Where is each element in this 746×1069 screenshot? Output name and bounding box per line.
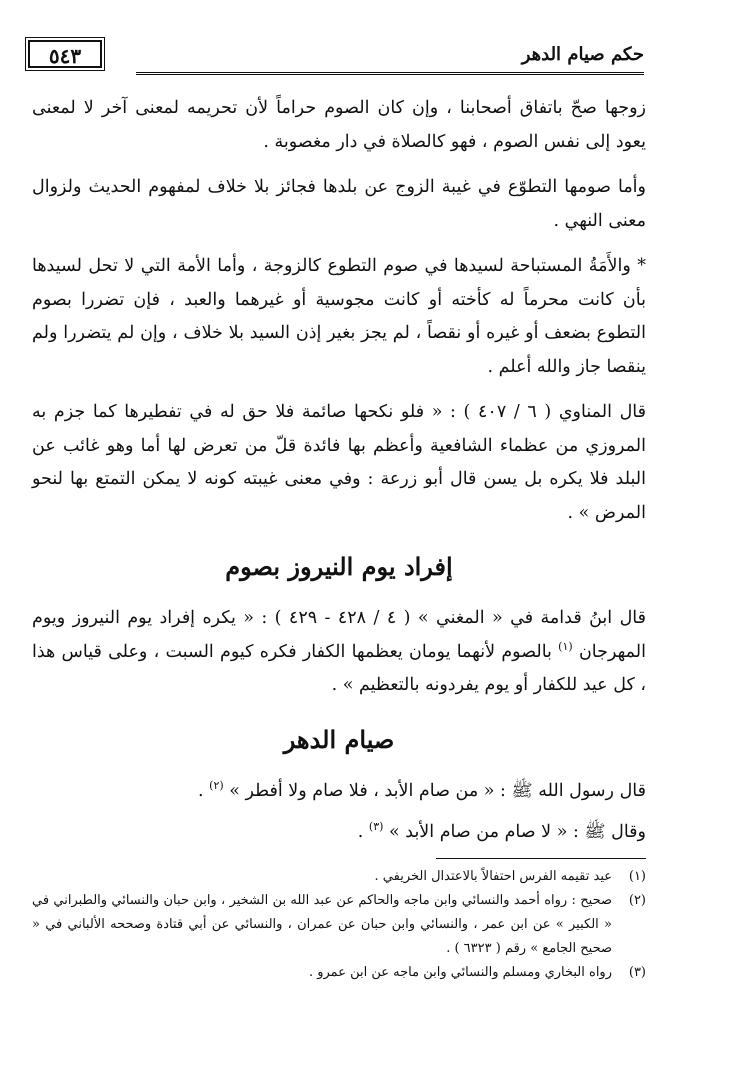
paragraph: * والأَمَةُ المستباحة لسيدها في صوم التطوع كالزوجة ، وأما الأمة التي لا تحل لسيدها بأن كانت محرماً له كأخته أو كانت مجوسية أو غيرهما والعبد ، فإن تضررا بصوم التطوع بضعف أو غيره أو نقصاً ، لم يجز بغير إذن السيد بلا خلاف ، وإن لم يتضررا ولم ينقصا جاز والله أعلم . <box>32 256 646 377</box>
paragraph: قال المناوي ( ٦ / ٤٠٧ ) : « فلو نكحها صائمة فلا حق له في تفطيرها كما جزم به المروزي من عظماء الشافعية وأعظم بها فائدة قلّ من تعرض لها أما وهو غائب عن البلد فلا يكره بل يسن قال أبو زرعة : وفي معنى غيبته كونه لا يمكن التمتع بها لنحو المرض » . <box>32 402 646 523</box>
hadith-text: وقال ﷺ : « لا صام من صام الأبد » <box>388 822 646 842</box>
line-end: . <box>357 822 364 842</box>
footnote <box>32 865 646 889</box>
page-header <box>28 40 644 74</box>
footnote-number: (٢) <box>628 893 646 908</box>
footnotes <box>32 858 646 985</box>
footnote-text: صحيح : رواه أحمد والنسائي وابن ماجه والحاكم عن عبد الله بن الشخير ، وابن حبان والنسائي والطبراني في « الكبير » عن ابن عمر ، والنسائي وابن حبان عن عمران ، والنسائي عن أبي قتادة وصححه الألباني في « صحيح الجامع » رقم ( ٦٣٢٣ ) . <box>32 893 612 956</box>
footnote-number: (١) <box>628 869 646 884</box>
paragraph <box>32 602 646 703</box>
section-heading: إفراد يوم النيروز بصوم <box>225 552 453 581</box>
running-title: حكم صيام الدهر <box>521 44 644 65</box>
footnote-ref: (١) <box>558 639 573 653</box>
paragraph: زوجها صحّ باتفاق أصحابنا ، وإن كان الصوم حراماً لأن تحريمه لمعنى آخر لا لمعنى يعود إلى نفس الصوم ، فهو كالصلاة في دار مغصوبة . <box>32 98 646 152</box>
header-rule <box>136 72 644 75</box>
footnote-rule <box>436 858 646 859</box>
page-number: ٥٤٣ <box>28 40 102 68</box>
main-text <box>32 92 646 858</box>
footnote-ref: (٢) <box>209 778 224 792</box>
hadith-text: قال رسول الله ﷺ : « من صام الأبد ، فلا صام ولا أفطر » <box>229 780 646 801</box>
hadith-line <box>32 816 646 850</box>
paragraph-text: بالصوم لأنهما يومان يعظمها الكفار فكره كيوم السبت ، وعلى قياس هذا ، كل عيد للكفار أو يوم يفردونه بالتعظيم » . <box>32 641 646 695</box>
paragraph: وأما صومها التطوّع في غيبة الزوج عن بلدها فجائز بلا خلاف لمفهوم الحديث ولزوال معنى النهي . <box>32 177 646 231</box>
line-end: . <box>197 780 204 801</box>
footnote-ref: (٣) <box>368 820 384 834</box>
footnote-text: رواه البخاري ومسلم والنسائي وابن ماجه عن ابن عمرو . <box>308 965 612 980</box>
hadith-line <box>32 775 646 809</box>
footnote <box>32 961 646 985</box>
section-heading: صيام الدهر <box>283 724 395 754</box>
footnote-text: عيد تقيمه الفرس احتفالاً بالاعتدال الخريفي . <box>374 869 612 884</box>
footnote <box>32 889 646 961</box>
footnote-number: (٣) <box>628 965 646 980</box>
paragraph-text: قال ابنُ قدامة في « المغني » ( ٤ / ٤٢٨ - ٤٢٩ ) : « يكره إفراد يوم النيروز ويوم المهرجان <box>32 608 646 662</box>
